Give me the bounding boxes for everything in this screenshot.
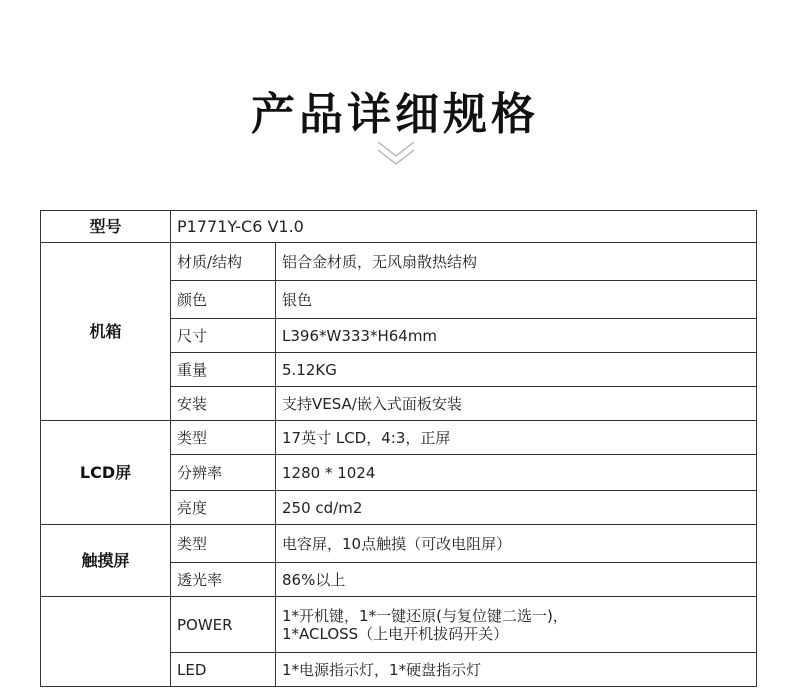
spec-table	[40, 210, 757, 687]
table-row	[41, 597, 757, 653]
attr-label: POWER	[171, 597, 276, 653]
group-label-lcd: LCD屏	[41, 421, 171, 525]
group-label-io	[41, 597, 171, 687]
group-label-chassis: 机箱	[41, 243, 171, 421]
attr-value: L396*W333*H64mm	[276, 319, 757, 353]
attr-label: 透光率	[171, 563, 276, 597]
table-row	[41, 525, 757, 563]
attr-label: 颜色	[171, 281, 276, 319]
model-value: P1771Y-C6 V1.0	[171, 211, 757, 243]
attr-value: 17英寸 LCD，4:3，正屏	[276, 421, 757, 455]
double-chevron-down-icon	[376, 138, 416, 168]
attr-label: LED	[171, 653, 276, 687]
attr-label: 类型	[171, 525, 276, 563]
attr-value: 1*电源指示灯，1*硬盘指示灯	[276, 653, 757, 687]
attr-value: 5.12KG	[276, 353, 757, 387]
attr-value: 银色	[276, 281, 757, 319]
attr-value: 86%以上	[276, 563, 757, 597]
attr-value: 250 cd/m2	[276, 491, 757, 525]
attr-label: 分辨率	[171, 455, 276, 491]
attr-label: 类型	[171, 421, 276, 455]
group-label-touch: 触摸屏	[41, 525, 171, 597]
page-title: 产品详细规格	[251, 89, 539, 140]
attr-value-line: 1*ACLOSS（上电开机拔码开关）	[282, 624, 509, 643]
attr-label: 尺寸	[171, 319, 276, 353]
attr-value	[276, 597, 757, 653]
attr-value: 电容屏，10点触摸（可改电阻屏）	[276, 525, 757, 563]
attr-value: 1280 * 1024	[276, 455, 757, 491]
attr-value: 铝合金材质，无风扇散热结构	[276, 243, 757, 281]
table-row	[41, 421, 757, 455]
table-row	[41, 243, 757, 281]
attr-value-line: 1*开机键，1*一键还原(与复位键二选一)，	[282, 606, 568, 625]
table-row	[41, 211, 757, 243]
attr-label: 安装	[171, 387, 276, 421]
attr-value: 支持VESA/嵌入式面板安装	[276, 387, 757, 421]
attr-label: 亮度	[171, 491, 276, 525]
attr-label: 重量	[171, 353, 276, 387]
attr-label: 材质/结构	[171, 243, 276, 281]
model-label: 型号	[41, 211, 171, 243]
